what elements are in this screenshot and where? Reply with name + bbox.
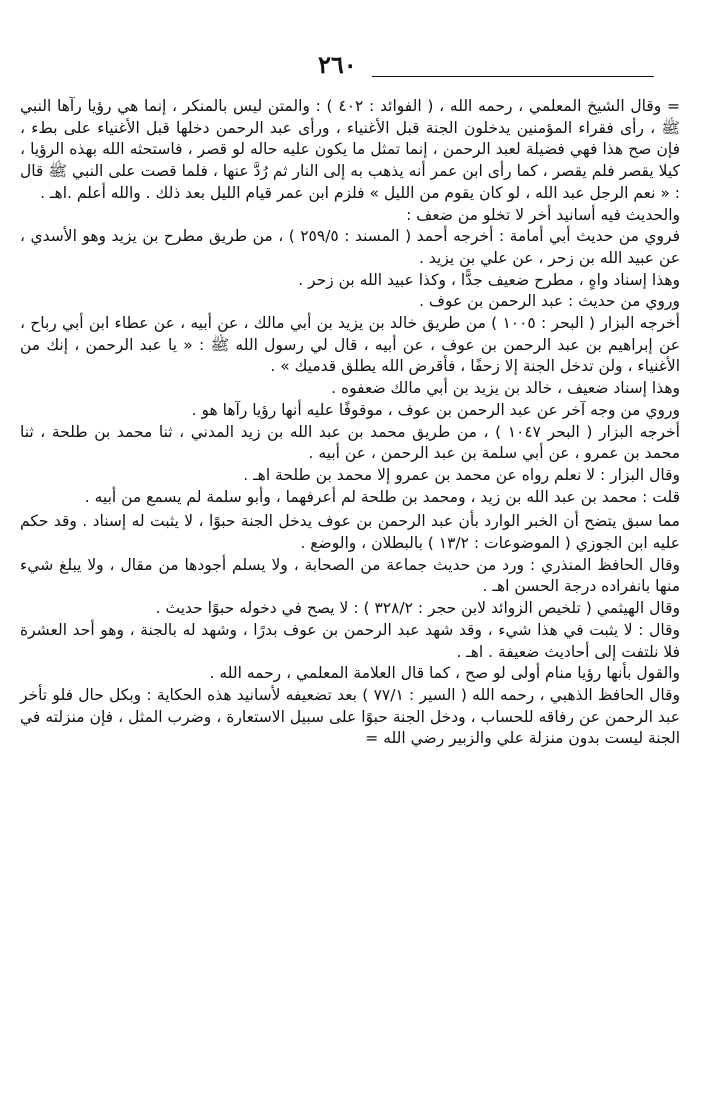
paragraph: = وقال الشيخ المعلمي ، رحمه الله ، ( الفوائد : ٤٠٢ ) : والمتن ليس بالمنكر ، إنما هي رؤيا رآها النبي ﷺ ، رأى فقراء المؤمنين يدخلون الجنة قبل الأغنياء ، ورأى عبد الرحمن دخلها قبل الأغنياء على بطء ، فإن صح هذا فهي فضيلة لعبد الرحمن ، إنما تمثل ما يكون عليه حاله لو قصر ، فاستحثه الله بهذه الرؤيا ، كيلا يقصر فلم يقصر ، كما رأى ابن عمر أنه يذهب به إلى النار ثم رُدَّ عنها ، فلما قصت على النبي ﷺ قال : « نعم الرجل عبد الله ، لو كان يقوم من الليل » فلزم ابن عمر قيام الليل بعد ذلك . والله أعلم .اهـ . [20,97,680,202]
paragraph: والقول بأنها رؤيا منام أولى لو صح ، كما قال العلامة المعلمي ، رحمه الله . [209,664,680,683]
paragraph: مما سبق يتضح أن الخبر الوارد بأن عبد الرحمن بن عوف يدخل الجنة حبوًا ، لا يثبت له إسناد . وقد حكم عليه ابن الجوزي ( الموضوعات : ١٣/٢ ) بالبطلان ، والوضع . [20,512,680,553]
paragraph: وقال الحافظ المنذري : ورد من حديث جماعة من الصحابة ، ولا يسلم أجودها من مقال ، ولا يبلغ شيء منها بانفراده درجة الحسن اهـ . [20,555,680,596]
paragraph: وهذا إسناد واهٍ ، مطرح ضعيف جدًّا ، وكذا عبيد الله بن زحر . [298,270,680,289]
paragraph: والحديث فيه أسانيد أخر لا تخلو من ضعف : [406,205,680,224]
paragraph: وقال الهيثمي ( تلخيص الزوائد لابن حجر : ٣٢٨/٢ ) : لا يصح في دخوله حبوًا حديث . [155,599,680,618]
paragraph: وقال : لا يثبت في هذا شيء ، وقد شهد عبد الرحمن بن عوف بدرًا ، وشهد له بالجنة ، وهو أحد العشرة فلا نلتفت إلى أحاديث ضعيفة . اهـ . [20,620,680,661]
body-text [20,96,680,750]
paragraph: فروي من حديث أبي أمامة : أخرجه أحمد ( المسند : ٢٥٩/٥ ) ، من طريق مطرح بن يزيد وهو الأسدي ، عن عبيد الله بن زحر ، عن علي بن يزيد . [20,227,680,267]
paragraph: أخرجه البزار ( البحر ١٠٤٧ ) ، من طريق محمد بن عبد الله بن زيد المدني ، ثنا محمد بن طلحة ، ثنا محمد بن عمرو ، عن أبي سلمة بن عبد الرحمن ، عن أبيه . [20,422,680,463]
paragraph: وقال الحافظ الذهبي ، رحمه الله ( السير : ٧٧/١ ) بعد تضعيفه لأسانيد هذه الحكاية : وبكل حال فلو تأخر عبد الرحمن عن رفاقه للحساب ، ودخل الجنة حبوًا على سبيل الاستعارة ، وضرب المثل ، فإن منزلته في الجنة ليست بدون منزلة علي والزبير رضي الله = [20,685,681,748]
paragraph: وهذا إسناد ضعيف ، خالد بن يزيد بن أبي مالك ضعفوه . [331,379,680,398]
paragraph: وقال البزار : لا نعلم رواه عن محمد بن عمرو إلا محمد بن طلحة اهـ . [243,465,680,484]
paragraph: وروي من وجه آخر عن عبد الرحمن بن عوف ، موقوفًا عليه أنها رؤيا رآها هو . [191,400,680,419]
paragraph: قلت : محمد بن عبد الله بن زيد ، ومحمد بن طلحة لم أعرفهما ، وأبو سلمة لم يسمع من أبيه . [84,487,680,506]
page-number: ٢٦٠ [318,50,357,79]
header-rule [372,76,654,77]
page-header [0,48,703,88]
paragraph: أخرجه البزار ( البحر : ١٠٠٥ ) من طريق خالد بن يزيد بن أبي مالك ، عن أبيه ، عن عطاء ابن أبي رباح ، عن إبراهيم بن عبد الرحمن بن عوف ، عن أبيه ، قال لي رسول الله ﷺ : « يا عبد الرحمن ، إنك من الأغنياء ، ولن تدخل الجنة إلا زحفًا ، فأقرض الله يطلق قدميك » . [20,314,680,376]
paragraph: وروي من حديث : عبد الرحمن بن عوف . [419,292,680,311]
